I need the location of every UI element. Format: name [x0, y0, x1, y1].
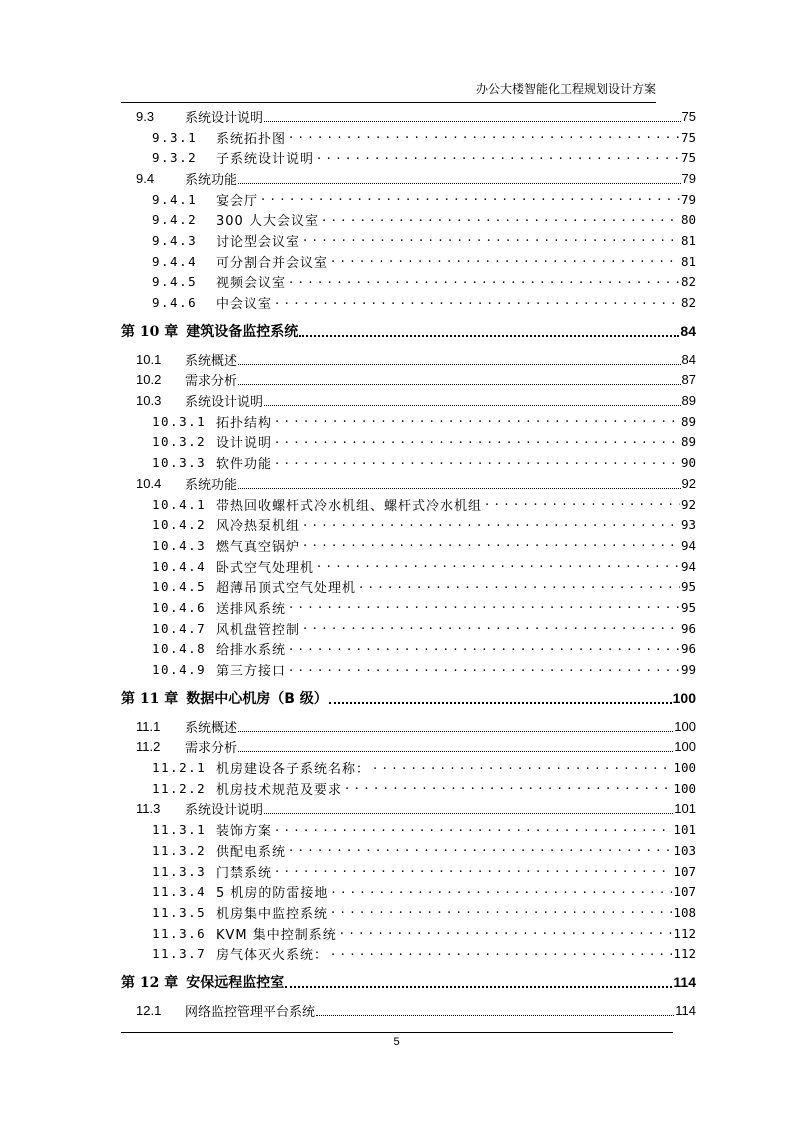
toc-entry-title: 送排风系统 [216, 601, 287, 617]
toc-entry-page: 94 [680, 558, 696, 574]
toc-entry-title: 超薄吊顶式空气处理机 [216, 581, 357, 597]
toc-entry-number: 10.3.1 [152, 413, 207, 429]
toc-entry-number: 11.2 [136, 739, 161, 755]
toc-entry[interactable] [121, 819, 696, 840]
toc-entry[interactable] [121, 292, 696, 313]
toc-entry-number: 10.4.4 [152, 558, 207, 574]
toc-entry-number: 11.3.2 [152, 842, 207, 858]
toc-leader-dots [287, 663, 680, 677]
toc-leader-dots [273, 435, 680, 449]
toc-leader-dots [287, 600, 680, 614]
toc-entry-page: 94 [680, 537, 696, 553]
toc-leader-dots [315, 151, 680, 165]
toc-entry-number: 第 10 章 [121, 323, 179, 340]
toc-entry-title: 系统拓扑图 [216, 131, 287, 147]
toc-entry-page: 107 [673, 884, 696, 900]
toc-entry-number: 9.4.4 [152, 253, 198, 269]
toc-entry-title: 机房建设各子系统名称： [216, 762, 371, 778]
toc-entry-title: 讨论型会议室 [216, 234, 301, 250]
toc-entry-number: 9.4.1 [152, 191, 198, 207]
toc-entry-number: 11.3.4 [152, 884, 207, 900]
toc-entry-page: 101 [674, 801, 696, 817]
toc-entry-title: 供配电系统 [216, 844, 287, 860]
toc-entry-number: 第 12 章 [121, 975, 179, 992]
toc-entry-page: 75 [680, 129, 696, 145]
toc-leader-dots [315, 559, 680, 573]
toc-entry-number: 10.4 [136, 475, 162, 491]
toc-entry-number: 9.4.3 [152, 232, 198, 248]
toc-entry-page: 82 [680, 274, 696, 290]
toc-leader-dots [238, 173, 681, 184]
toc-entry-number: 11.3.6 [152, 925, 207, 941]
toc-entry-title: 装饰方案 [216, 824, 273, 840]
document-header-title: 办公大楼智能化工程规划设计方案 [475, 82, 656, 96]
toc-entry-page: 92 [680, 496, 696, 512]
toc-entry-number: 9.3 [136, 108, 155, 124]
toc-entry-title: 风冷热泵机组 [216, 519, 301, 535]
toc-entry-title: 拓扑结构 [216, 415, 273, 431]
toc-entry-title: 建筑设备监控系统 [186, 323, 299, 340]
toc-entry-page: 100 [672, 689, 696, 706]
toc-entry-title: 网络监控管理平台系统 [185, 1004, 316, 1020]
toc-entry-page: 114 [675, 1002, 696, 1018]
toc-entry-page: 84 [680, 322, 696, 339]
toc-entry[interactable] [121, 411, 696, 432]
toc-entry-page: 108 [673, 904, 696, 920]
toc-entry-title: 系统设计说明 [185, 110, 264, 126]
toc-entry-number: 11.3.7 [152, 946, 207, 962]
toc-entry-number: 10.4.8 [152, 641, 207, 657]
toc-entry-page: 101 [673, 822, 696, 838]
toc-entry-number: 12.1 [136, 1002, 162, 1018]
toc-entry[interactable] [121, 370, 696, 391]
toc-entry[interactable] [121, 535, 696, 556]
toc-entry-page: 79 [681, 170, 696, 186]
toc-leader-dots [287, 275, 680, 289]
footer-divider [121, 1032, 673, 1033]
toc-entry[interactable] [121, 452, 696, 473]
toc-entry[interactable] [121, 778, 696, 799]
toc-entry-title: 门禁系统 [216, 865, 273, 881]
toc-entry-number: 10.2 [136, 372, 162, 388]
toc-entry[interactable] [121, 757, 696, 778]
toc-entry[interactable] [121, 716, 696, 737]
toc-entry-page: 79 [680, 191, 696, 207]
toc-leader-dots [329, 905, 672, 919]
toc-entry[interactable] [121, 189, 696, 210]
toc-entry-number: 11.3.1 [152, 822, 207, 838]
toc-leader-dots [238, 721, 673, 732]
toc-leader-dots [301, 233, 680, 247]
toc-entry[interactable] [121, 840, 696, 861]
toc-entry-page: 112 [673, 946, 696, 962]
toc-entry-title: 燃气真空锅炉 [216, 539, 301, 555]
toc-entry-page: 84 [681, 351, 696, 367]
toc-entry-title: 房气体灭火系统： [216, 948, 329, 964]
toc-entry-page: 89 [680, 413, 696, 429]
toc-entry-page: 81 [680, 253, 696, 269]
page-number: 5 [393, 1036, 400, 1048]
toc-leader-dots [287, 843, 672, 857]
toc-entry-title: 系统设计说明 [185, 803, 264, 819]
toc-entry-page: 75 [680, 150, 696, 166]
toc-entry[interactable] [121, 597, 696, 618]
toc-entry[interactable] [121, 514, 696, 535]
toc-entry-number: 10.3 [136, 393, 162, 409]
toc-entry-title: 带热回收螺杆式冷水机组、螺杆式冷水机组 [216, 498, 483, 514]
toc-chapter-entry[interactable] [121, 964, 696, 1000]
toc-leader-dots [238, 374, 681, 385]
toc-entry-page: 92 [681, 475, 696, 491]
toc-entry-page: 87 [681, 372, 696, 388]
toc-entry-page: 96 [680, 620, 696, 636]
toc-entry[interactable] [121, 168, 696, 189]
toc-entry-page: 96 [680, 641, 696, 657]
toc-entry-number: 10.4.3 [152, 537, 207, 553]
toc-entry-page: 93 [680, 517, 696, 533]
toc-entry[interactable] [121, 473, 696, 494]
toc-leader-dots [329, 692, 672, 704]
toc-entry-number: 9.4.6 [152, 295, 198, 311]
toc-entry[interactable] [121, 737, 696, 758]
table-of-contents [121, 106, 696, 1021]
toc-entry-title: 需求分析 [185, 741, 238, 757]
toc-entry-title: 子系统设计说明 [216, 152, 315, 168]
toc-entry-page: 100 [673, 780, 696, 796]
toc-leader-dots [238, 741, 673, 752]
toc-entry[interactable] [121, 494, 696, 515]
toc-entry-title: 机房技术规范及要求 [216, 782, 343, 798]
toc-leader-dots [338, 926, 673, 940]
toc-entry-page: 100 [674, 739, 696, 755]
toc-entry[interactable] [121, 230, 696, 251]
toc-leader-dots [371, 761, 672, 775]
toc-entry-page: 100 [673, 760, 696, 776]
toc-entry-title: 软件功能 [216, 457, 273, 473]
toc-entry-title: 需求分析 [185, 374, 238, 390]
toc-entry-page: 89 [681, 393, 696, 409]
toc-leader-dots [299, 325, 679, 337]
toc-entry-number: 9.3.2 [152, 150, 198, 166]
toc-entry[interactable] [121, 272, 696, 293]
toc-leader-dots [301, 538, 680, 552]
toc-entry-page: 82 [680, 295, 696, 311]
toc-chapter-entry[interactable] [121, 313, 696, 349]
toc-entry-page: 103 [673, 842, 696, 858]
toc-entry-page: 75 [681, 108, 696, 124]
toc-entry-page: 81 [680, 232, 696, 248]
toc-entry[interactable] [121, 943, 696, 964]
header-divider [121, 102, 656, 103]
toc-leader-dots [320, 213, 680, 227]
toc-entry[interactable] [121, 1000, 696, 1021]
toc-entry-title: 第三方接口 [216, 664, 287, 680]
toc-entry-page: 90 [680, 455, 696, 471]
toc-leader-dots [343, 781, 672, 795]
toc-entry[interactable] [121, 639, 696, 660]
toc-entry-title: 宴会厅 [216, 193, 259, 209]
toc-entry[interactable] [121, 861, 696, 882]
toc-leader-dots [273, 456, 680, 470]
toc-leader-dots [316, 1005, 674, 1016]
toc-entry-number: 9.4.5 [152, 274, 198, 290]
toc-entry-page: 95 [680, 579, 696, 595]
toc-entry-number: 10.1 [136, 351, 162, 367]
toc-entry-page: 107 [673, 863, 696, 879]
toc-entry-title: 系统设计说明 [185, 395, 264, 411]
toc-leader-dots [264, 803, 673, 814]
toc-entry-title: 5 机房的防雷接地 [216, 886, 329, 902]
toc-entry-page: 100 [674, 718, 696, 734]
toc-entry-title: 系统概述 [185, 720, 238, 736]
toc-leader-dots [287, 130, 680, 144]
toc-entry[interactable] [121, 576, 696, 597]
toc-entry-title: 中会议室 [216, 297, 273, 313]
toc-entry-number: 10.4.5 [152, 579, 207, 595]
toc-entry-number: 10.4.7 [152, 620, 207, 636]
toc-entry-number: 9.4.2 [152, 212, 198, 228]
toc-entry[interactable] [121, 127, 696, 148]
toc-entry-title: 系统功能 [185, 477, 238, 493]
toc-leader-dots [264, 111, 681, 122]
toc-entry-number: 10.4.2 [152, 517, 207, 533]
toc-entry-title: 给排水系统 [216, 643, 287, 659]
toc-entry[interactable] [121, 251, 696, 272]
toc-entry[interactable] [121, 799, 696, 820]
toc-entry-number: 10.4.9 [152, 662, 207, 678]
toc-entry-page: 89 [680, 434, 696, 450]
toc-entry-number: 10.4.1 [152, 496, 207, 512]
toc-entry-title: 系统概述 [185, 353, 238, 369]
toc-entry-title: 300 人大会议室 [216, 214, 319, 230]
toc-leader-dots [238, 354, 681, 365]
toc-entry-number: 11.3 [136, 801, 161, 817]
toc-leader-dots [357, 580, 680, 594]
toc-leader-dots [273, 864, 672, 878]
toc-entry-page: 114 [673, 974, 696, 991]
toc-entry[interactable] [121, 881, 696, 902]
toc-entry[interactable] [121, 618, 696, 639]
toc-entry-page: 112 [673, 925, 696, 941]
toc-leader-dots [329, 885, 672, 899]
toc-leader-dots [238, 478, 681, 489]
toc-leader-dots [259, 192, 680, 206]
toc-entry-title: 风机盘管控制 [216, 622, 301, 638]
toc-entry-title: 视频会议室 [216, 276, 287, 292]
toc-entry-number: 10.3.2 [152, 434, 207, 450]
toc-entry-title: 设计说明 [216, 436, 273, 452]
toc-entry-number: 9.4 [136, 170, 155, 186]
toc-entry-number: 11.1 [136, 718, 161, 734]
toc-entry-title: 可分割合并会议室 [216, 255, 329, 271]
toc-entry-title: KVM 集中控制系统 [216, 927, 337, 943]
toc-entry-page: 95 [680, 599, 696, 615]
toc-entry[interactable] [121, 556, 696, 577]
toc-entry-title: 机房集中监控系统 [216, 906, 329, 922]
toc-leader-dots [301, 621, 680, 635]
toc-entry-title: 数据中心机房（B 级） [186, 690, 328, 707]
toc-entry-title: 系统功能 [185, 172, 238, 188]
toc-leader-dots [329, 947, 672, 961]
toc-leader-dots [264, 395, 681, 406]
toc-leader-dots [273, 823, 672, 837]
toc-leader-dots [301, 518, 680, 532]
toc-entry[interactable] [121, 209, 696, 230]
toc-entry[interactable] [121, 432, 696, 453]
toc-entry-title: 卧式空气处理机 [216, 560, 315, 576]
toc-entry-number: 10.4.6 [152, 599, 207, 615]
toc-entry-number: 11.2.1 [152, 760, 207, 776]
toc-entry-page: 80 [680, 212, 696, 228]
toc-leader-dots [273, 296, 680, 310]
toc-entry-number: 10.3.3 [152, 455, 207, 471]
toc-leader-dots [483, 497, 680, 511]
toc-entry-number: 11.3.5 [152, 904, 207, 920]
toc-entry-number: 第 11 章 [121, 690, 179, 707]
toc-entry[interactable] [121, 923, 696, 944]
toc-leader-dots [273, 414, 680, 428]
toc-entry-page: 99 [680, 662, 696, 678]
toc-entry[interactable] [121, 902, 696, 923]
toc-entry[interactable] [121, 659, 696, 680]
toc-entry-number: 11.2.2 [152, 780, 207, 796]
toc-leader-dots [285, 976, 672, 988]
toc-entry[interactable] [121, 390, 696, 411]
toc-leader-dots [287, 642, 680, 656]
toc-entry-number: 11.3.3 [152, 863, 207, 879]
toc-entry[interactable] [121, 147, 696, 168]
toc-leader-dots [329, 254, 680, 268]
toc-entry-number: 9.3.1 [152, 129, 198, 145]
toc-entry[interactable] [121, 349, 696, 370]
toc-chapter-entry[interactable] [121, 680, 696, 716]
toc-entry[interactable] [121, 106, 696, 127]
toc-entry-title: 安保远程监控室 [186, 975, 285, 992]
